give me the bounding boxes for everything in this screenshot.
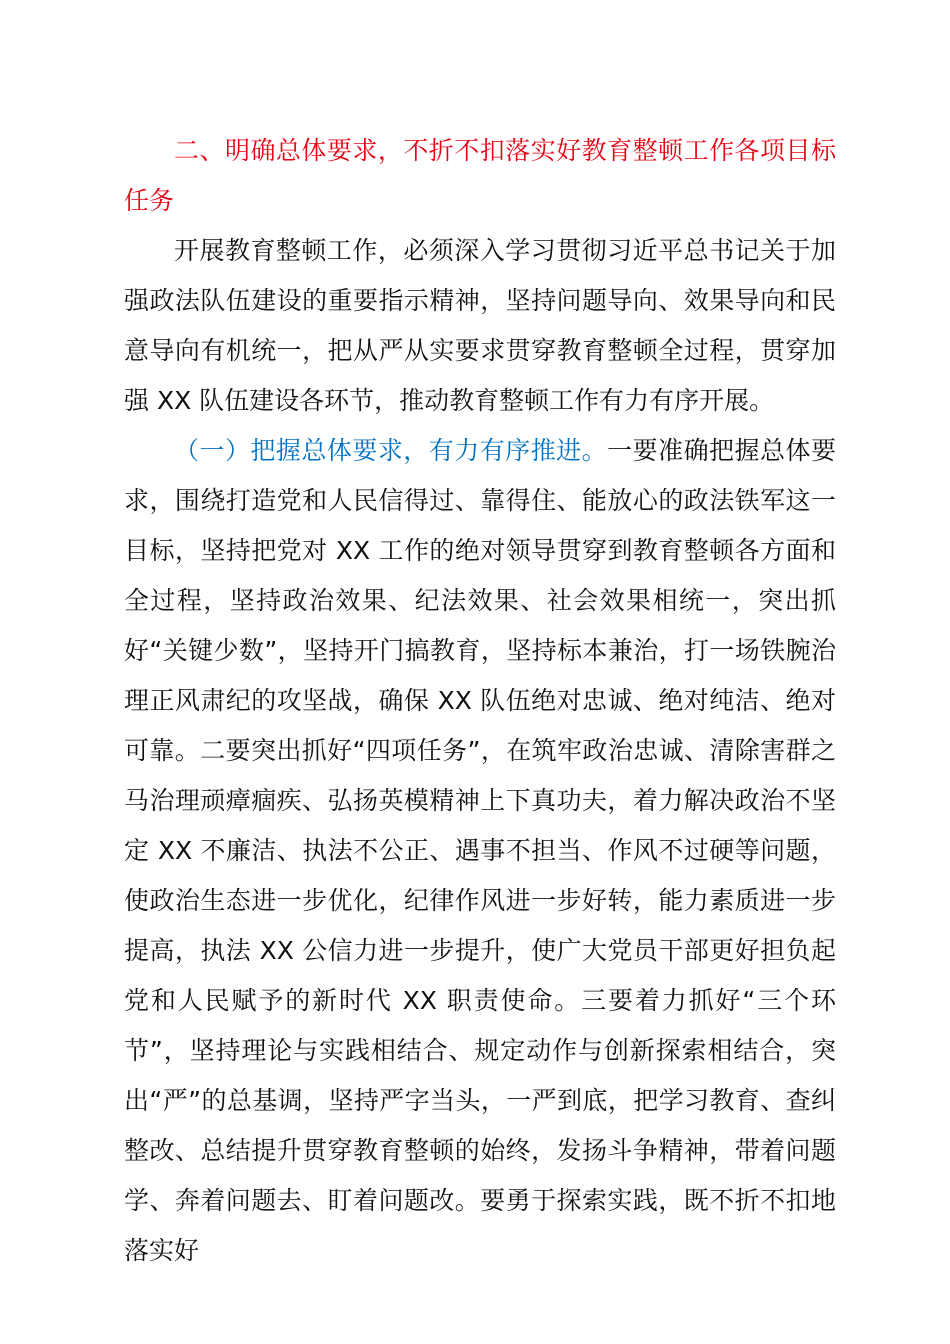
document-page <box>124 126 836 1276</box>
subsection-body: 一要准确把握总体要求，围绕打造党和人民信得过、靠得住、能放心的政法铁军这一目标，坚持把党对 XX 工作的绝对领导贯穿到教育整顿各方面和全过程，坚持政治效果、纪法效果、社会效果相统一，突出抓好“关键少数”，坚持开门搞教育，坚持标本兼治，打一场铁腕治理正风肃纪的攻坚战，确保 XX 队伍绝对忠诚、绝对纯洁、绝对可靠。二要突出抓好“四项任务”，在筑牢政治忠诚、清除害群之马治理顽瘴痼疾、弘扬英模精神上下真功夫，着力解决政治不坚定 XX 不廉洁、执法不公正、遇事不担当、作风不过硬等问题，使政治生态进一步优化，纪律作风进一步好转，能力素质进一步提高，执法 XX 公信力进一步提升，使广大党员干部更好担负起党和人民赋予的新时代 XX 职责使命。三要着力抓好“三个环节”，坚持理论与实践相结合、规定动作与创新探索相结合，突出“严”的总基调，坚持严字当头，一严到底，把学习教育、查纠整改、总结提升贯穿教育整顿的始终，发扬斗争精神，带着问题学、奔着问题去、盯着问题改。要勇于探索实践，既不折不扣地落实好 <box>124 436 836 1265</box>
intro-paragraph: 开展教育整顿工作，必须深入学习贯彻习近平总书记关于加强政法队伍建设的重要指示精神，坚持问题导向、效果导向和民意导向有机统一，把从严从实要求贯穿教育整顿全过程，贯穿加强 XX 队伍建设各环节，推动教育整顿工作有力有序开展。 <box>124 236 836 415</box>
subsection-heading: （一）把握总体要求，有力有序推进。 <box>174 436 608 465</box>
subsection-paragraph <box>124 426 836 1276</box>
section-heading: 二、明确总体要求，不折不扣落实好教育整顿工作各项目标任务 <box>124 136 836 215</box>
